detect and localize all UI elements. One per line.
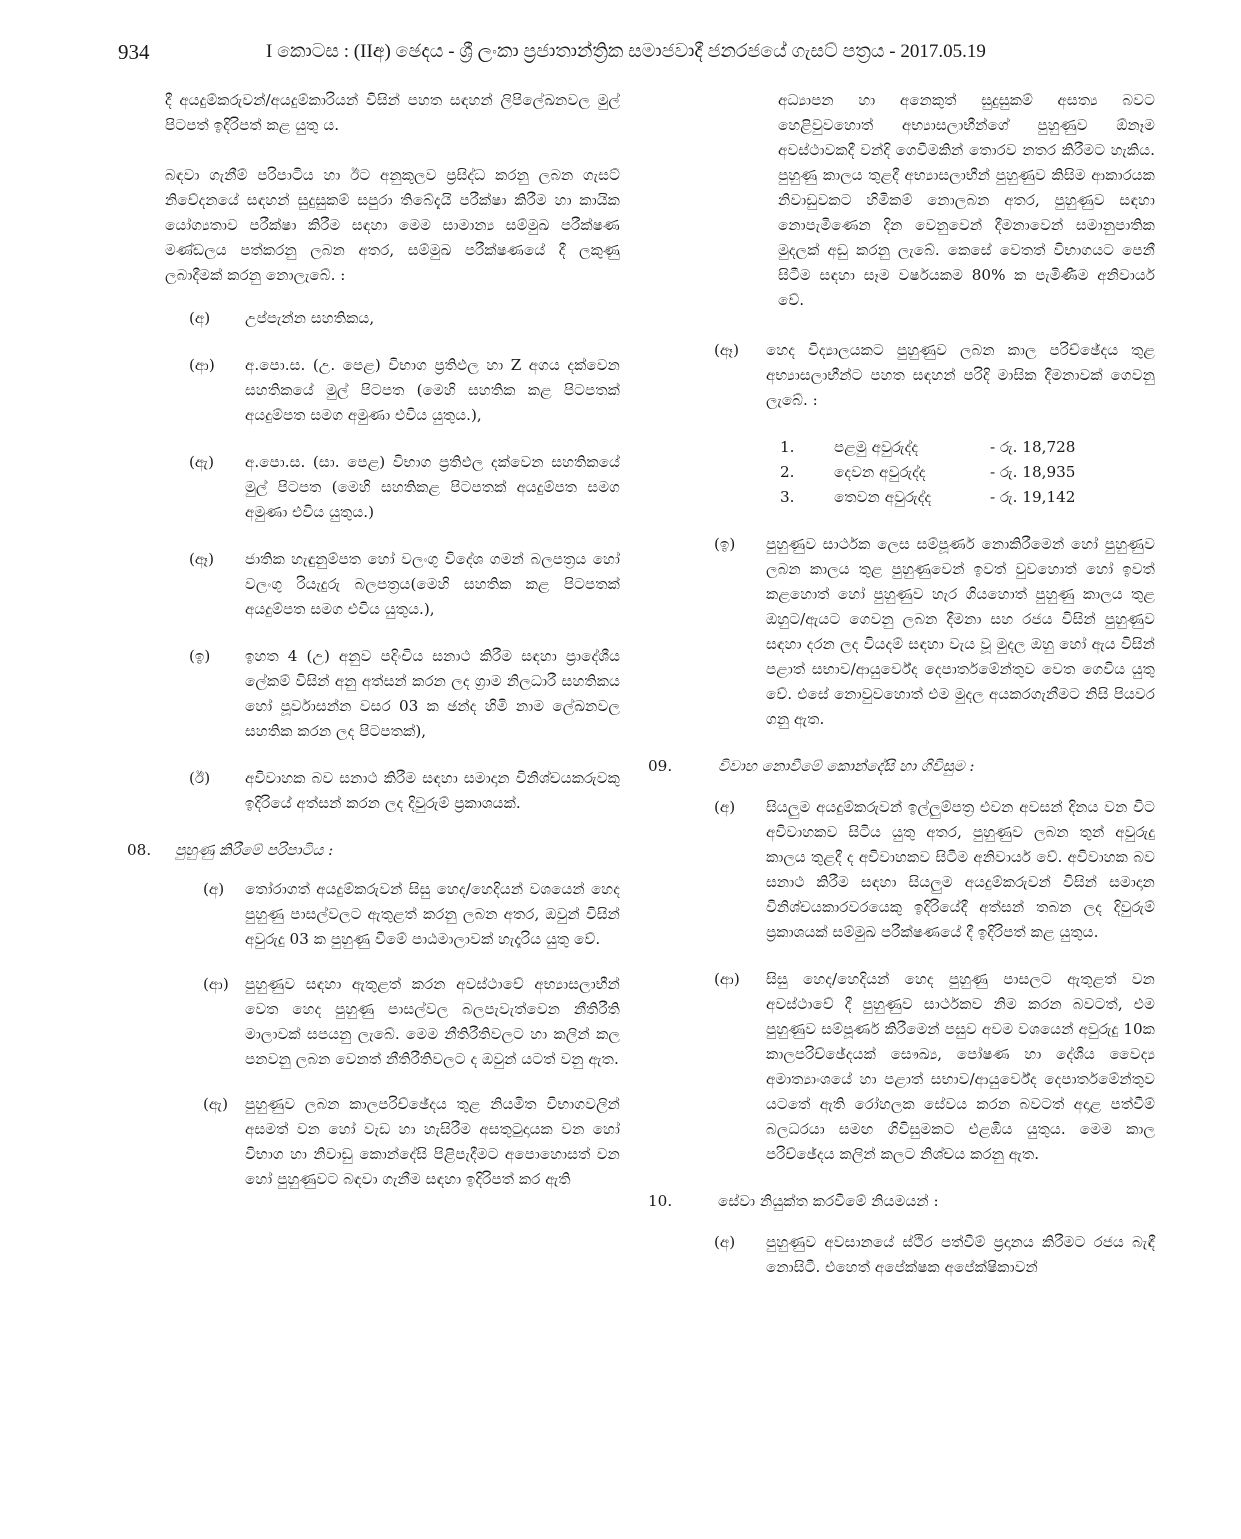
allowance-table <box>780 435 1075 510</box>
document-item <box>165 353 620 428</box>
section-08-heading <box>127 838 620 863</box>
item-text: සියලුම අයදුම්කරුවන් ඉල්ලුම්පත්‍ර එවන අවසන් දිනය වන විට අවිවාහකව සිටිය යුතු අතර, පුහුණුව ලබන තුන් අවුරුදු කාලය තුළදී ද අවිවාහකව සිටීම අනිවාර්ය වේ. අවිවාහක බව සනාථ කිරීම සඳහා සියලුම අයදුම්කරුවන් විසින් සමාදාන විනිශ්චයකාරවරයෙකු ඉදිරියේදී අත්සන් තබන ලද දිවුරුම් ප්‍රකාශයක් සම්මුඛ පරීක්ෂණයේ දී ඉදිරිපත් කළ යුතුය. <box>766 798 1155 941</box>
item-label: (ඇ) <box>189 453 215 471</box>
interview-paragraph: බඳවා ගැනීම් පරිපාටිය හා ඊට අනුකූලව ප්‍රසිද්ධ කරනු ලබන ගැසට් නිවේදනයේ සඳහන් සුදුසුකම් සපුරා තිබේදැයි පරීක්ෂා කිරීම හා කායික යෝග්‍යතාව පරීක්ෂා කිරීම සඳහා මෙම සාමාන්‍ය සම්මුඛ පරීක්ෂණ මණ්ඩලය පත්කරනු ලබන අතර, සම්මුඛ පරීක්ෂණයේ දී ලකුණු ලබාදීමක් කරනු නොලැබේ. : <box>165 166 620 284</box>
row-amount: - රු. 18,728 <box>990 438 1076 456</box>
item-label: (අ) <box>189 309 211 327</box>
item-label: (ඈ) <box>189 550 215 568</box>
item-label: (ඉ) <box>189 647 211 665</box>
item-label: (අ) <box>203 880 225 898</box>
row-number: 1. <box>780 438 795 456</box>
refund-item <box>708 532 1155 732</box>
table-row <box>780 460 1075 485</box>
item-label: (අ) <box>714 798 736 816</box>
item-label: (ආ) <box>189 356 215 374</box>
item-text: අ.පො.ස. (උ. පෙළ) විභාග ප්‍රතිඵල හා Z අගය දක්වෙන සහතිකයේ මුල් පිටපත (මෙහි සහතික කළ පිටපතක් අයදුම්පත සමග අමුණා එවිය යුතුය.), <box>245 356 620 424</box>
item-label: (ආ) <box>714 970 740 988</box>
section-number: 08. <box>127 841 152 859</box>
row-number: 3. <box>780 488 795 506</box>
section-number: 09. <box>648 757 673 775</box>
item-text: අවිවාහක බව සනාථ කිරීම සඳහා සමාදාන විනිශ්චයකරුවකු ඉදිරියේ අත්සන් කරන ලද දිවුරුම් ප්‍රකාශයක්. <box>245 769 620 812</box>
item-text: තෝරාගත් අයදුම්කරුවන් සිසු හෙද/හෙදියන් වශයෙන් හෙද පුහුණු පාසල්වලට ඇතුළත් කරනු ලබන අතර, ඔවුන් විසින් අවුරුදු 03 ක පුහුණු වීමේ පාඨමාලාවක් හැදෑරිය යුතු වේ. <box>245 880 620 948</box>
section-09-heading <box>648 754 1155 779</box>
row-year: දෙවන අවුරුද්ද <box>834 463 926 481</box>
row-year: පළමු අවුරුද්ද <box>834 438 919 456</box>
item-text: සිසු හෙද/හෙදියන් හෙද පුහුණු පාසලට ඇතුළත් වන අවස්ථාවේ දී පුහුණුව සාර්ථකව නිම කරන බවටත්, එම පුහුණුව සම්පූර්ණ කිරීමෙන් පසුව අවම වශයෙන් අවුරුදු 10ක කාලපරිච්ඡේදයක් සෞඛ්‍ය, පෝෂණ හා දේශීය වෛද්‍ය අමාත්‍යාංශයේ හා පළාත් සභාව/ආයුර්වේද දෙපාර්තමේන්තුව යටතේ ඇති රෝහලක සේවය කරන බවටත් අදාළ පත්වීම් බලධරයා සමඟ ගිවිසුමකට එළඹිය යුතුය. මෙම කාල පරිච්ඡේදය කලින් කලට නිශ්චය කරනු ඇත. <box>766 970 1155 1163</box>
item-label: (අ) <box>714 1233 736 1251</box>
document-item <box>165 644 620 744</box>
row-number: 2. <box>780 463 795 481</box>
item-text: පුහුණුව සාර්ථක ලෙස සම්පූර්ණ නොකිරීමෙන් හෝ පුහුණුව ලබන කාලය තුළ පුහුණුවෙන් ඉවත් වුවහොත් හෝ ඉවත් කළහොත් හෝ පුහුණුව හැර ගියහොත් පුහුණු කාලය තුළ ඔහුට/ඇයට ගෙවනු ලබන දීමනා සහ රජය විසින් පුහුණුව සඳහා දරන ලද වියදම් සඳහා වැය වූ මුදල ඔහු හෝ ඇය විසින් පළාත් සභාව/ආයුර්වේද දෙපාර්තමේන්තුව වෙත ගෙවිය යුතු වේ. එසේ නොවුවහොත් එම මුදල අයකරගැනීමට නිසි පියවර ගනු ඇත. <box>766 535 1155 728</box>
right-column <box>648 88 1155 1302</box>
training-item <box>165 1092 620 1192</box>
row-year: තෙවන අවුරුද්ද <box>834 488 932 506</box>
item-text: හෙද විද්‍යාලයකට පුහුණුව ලබන කාල පරිච්ඡේදය තුළ අභ්‍යාසලාභීන්ට පහත සඳහන් පරිදි මාසික දීමනාවක් ගෙවනු ලැබේ. : <box>766 341 1155 409</box>
item-text: ඉහත 4 (උ) අනුව පදිංචිය සනාථ කිරීම සඳහා ප්‍රාදේශීය ලේකම් විසින් අනු අත්සන් කරන ලද ග්‍රාම නිලධාරී සහතිකය හෝ පූර්වාසන්න වසර 03 ක ඡන්ද හිමි නාම ලේඛනවල සහතික කරන ලද පිටපතක්), <box>245 647 620 740</box>
table-row <box>780 435 1075 460</box>
item-label: (ඉ) <box>714 535 736 553</box>
section-10-heading <box>648 1189 1155 1214</box>
row-amount: - රු. 19,142 <box>990 488 1076 506</box>
document-item <box>165 766 620 816</box>
section-title: පුහුණු කිරීමේ පරිපාටිය : <box>175 841 334 859</box>
document-item <box>165 450 620 525</box>
table-row <box>780 485 1075 510</box>
item-label: (ආ) <box>203 975 229 993</box>
training-item <box>165 972 620 1072</box>
item-text: පුහුණුව අවසානයේ ස්ථිර පත්වීම් ප්‍රදානය කිරීමට රජය බැඳී නොසිටී. එහෙත් අපේක්ෂක අපේක්ෂිකාවන් <box>766 1233 1155 1276</box>
marriage-item <box>708 967 1155 1167</box>
section-number: 10. <box>648 1192 673 1210</box>
intro-paragraph: දී අයදුම්කරුවන්/අයදුම්කාරියන් විසින් පහත සඳහන් ලිපිලේඛනවල මුල් පිටපත් ඉදිරිපත් කළ යුතු ය. <box>165 91 620 134</box>
document-item <box>165 306 620 331</box>
service-item <box>708 1230 1155 1280</box>
item-label: (ඇ) <box>203 1095 229 1113</box>
item-text: පුහුණුව සඳහා ඇතුළත් කරන අවස්ථාවේ අභ්‍යාසලාභීන් වෙත හෙද පුහුණු පාසල්වල බලපැවැත්වෙන නීතිරීති මාලාවක් සපයනු ලැබේ. මෙම නීතිරීතිවලට හා කලින් කල පනවනු ලබන වෙනත් නීතිරීතිවලට ද ඔවුන් යටත් වනු ඇත. <box>245 975 620 1068</box>
item-label: (ඈ) <box>714 341 740 359</box>
allowance-item <box>708 338 1155 413</box>
item-label: (ඊ) <box>189 769 211 787</box>
continued-paragraph: අධ්‍යාපන හා අනෙකුත් සුදුසුකම් අසත්‍ය බවට හෙළිවුවහොත් අභ්‍යාසලාභීන්ගේ පුහුණුව ඕනෑම අවස්ථාවකදී වන්දි ගෙවීමකින් තොරව නතර කිරීමට හැකිය. පුහුණු කාලය තුළදී අභ්‍යාසලාභීන් පුහුණුව කිසිම ආකාරයක නිවාඩුවකට හිමිකම් නොලබන අතර, පුහුණුව සඳහා නොපැමිණෙන දින වෙනුවෙන් දීමනාවෙන් සමානුපාතික මුදලක් අඩු කරනු ලැබේ. කෙසේ වෙතත් විභාගයට පෙනී සිටීම සඳහා සෑම වර්ෂයකම 80% ක පැමිණීම අනිවාර්ය වේ. <box>778 91 1155 309</box>
training-item <box>165 877 620 952</box>
item-text: ජාතික හැඳුනුම්පත හෝ වලංගු විදේශ ගමන් බලපත්‍රය හෝ වලංගු රියැදුරු බලපත්‍රය(මෙහි සහතික කළ පිටපතක් අයදුම්පත සමග එවිය යුතුය.), <box>245 550 620 618</box>
page-number: 934 <box>118 40 150 64</box>
section-title: සේවා නියුක්ත කරවීමේ නියමයන් : <box>718 1192 939 1210</box>
row-amount: - රු. 18,935 <box>990 463 1076 481</box>
section-title: විවාහ නොවීමේ කොන්දේසි හා ගිවිසුම : <box>718 757 975 775</box>
running-title: I කොටස : (IIඅ) ඡෙදය - ශ්‍රී ලංකා ප්‍රජාතාන්ත්‍රික සමාජවාදී ජනරජයේ ගැසට් පත්‍රය - 2017.05.19 <box>266 41 986 62</box>
item-text: උප්පැන්න සහතිකය, <box>245 309 375 327</box>
document-item <box>165 547 620 622</box>
left-column <box>127 88 620 1212</box>
item-text: අ.පො.ස. (සා. පෙළ) විභාග ප්‍රතිඵල දක්වෙන සහතිකයේ මුල් පිටපත (මෙහි සහතිකළ පිටපතක් අයදුම්පත සමග අමුණා එවිය යුතුය.) <box>245 453 620 521</box>
item-text: පුහුණුව ලබන කාලපරිච්ඡේදය තුළ නියමිත විභාගවලින් අසමත් වන හෝ වැඩ හා හැසිරීම අසතුටුදායක වන හෝ විභාග හා නිවාඩු කොන්දේසි පිළිපැදීමට අපොහොසත් වන හෝ පුහුණුවට බඳවා ගැනීම සඳහා ඉදිරිපත් කර ඇති <box>245 1095 620 1188</box>
marriage-item <box>708 795 1155 945</box>
page-header <box>118 36 1128 68</box>
